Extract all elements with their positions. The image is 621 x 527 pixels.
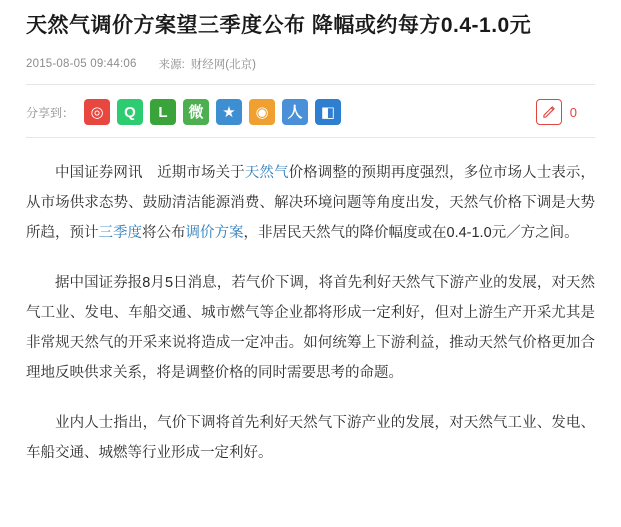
- paragraph-text: ，非居民天然气的降价幅度或在0.4-1.0元／方之间。: [243, 225, 579, 241]
- people-icon[interactable]: 人: [282, 99, 308, 125]
- source-label: 来源:: [158, 59, 185, 71]
- share-label: 分享到：: [26, 105, 75, 120]
- inline-link[interactable]: 天然气: [244, 165, 289, 181]
- edit-pencil-icon[interactable]: [536, 99, 562, 125]
- renren-smile-icon[interactable]: ◉: [249, 99, 275, 125]
- favorite-star-icon[interactable]: ★: [216, 99, 242, 125]
- inline-link[interactable]: 调价方案: [185, 225, 244, 241]
- qzone-icon[interactable]: Q: [117, 99, 143, 125]
- share-icon-list: [84, 99, 348, 125]
- page-title: 天然气调价方案望三季度公布 降幅或约每方0.4-1.0元: [26, 14, 532, 37]
- paragraph-text: 据中国证券报8月5日消息，若气价下调，将首先利好天然气下游产业的发展，对天然气工业、发电、车船交通、城市燃气等企业都将形成一定利好，但对上游生产开采尤其是非常规天然气的开采来说将造成一定冲击。如何统筹上下游利益，推动天然气价格更加合理地反映供求关系，将是调整价格的同时需要思考的命题。: [26, 275, 595, 381]
- source-name[interactable]: 财经网(北京): [190, 59, 256, 71]
- wechat-icon[interactable]: 微: [183, 99, 209, 125]
- comment-area: [536, 99, 595, 125]
- article-meta: [26, 56, 595, 72]
- publish-timestamp: 2015-08-05 09:44:06: [26, 58, 137, 70]
- inline-link[interactable]: 三季度: [98, 225, 142, 241]
- paragraph-text: 将公布: [142, 225, 186, 241]
- paragraph-text: 价格调整的预期再度强烈，多位市场人士表示，从市场供求态势、鼓励清洁能源消费、解决环境问题等角度出发，天然气价格下调是大势所趋，预计: [26, 165, 596, 241]
- body-paragraph: [26, 268, 595, 388]
- weibo-icon[interactable]: ◎: [84, 99, 110, 125]
- body-paragraph: [26, 408, 595, 468]
- share-bar: [26, 95, 595, 129]
- more-share-icon[interactable]: ◧: [315, 99, 341, 125]
- comment-count[interactable]: 0: [569, 104, 577, 120]
- line-icon[interactable]: L: [150, 99, 176, 125]
- article-body: [26, 158, 595, 468]
- share-divider: [26, 137, 595, 138]
- body-paragraph: [26, 158, 595, 248]
- paragraph-text: 中国证券网讯 近期市场关于: [55, 165, 245, 181]
- paragraph-text: 业内人士指出，气价下调将首先利好天然气下游产业的发展，对天然气工业、发电、车船交通、城燃等行业形成一定利好。: [26, 415, 595, 461]
- meta-divider: [26, 84, 595, 85]
